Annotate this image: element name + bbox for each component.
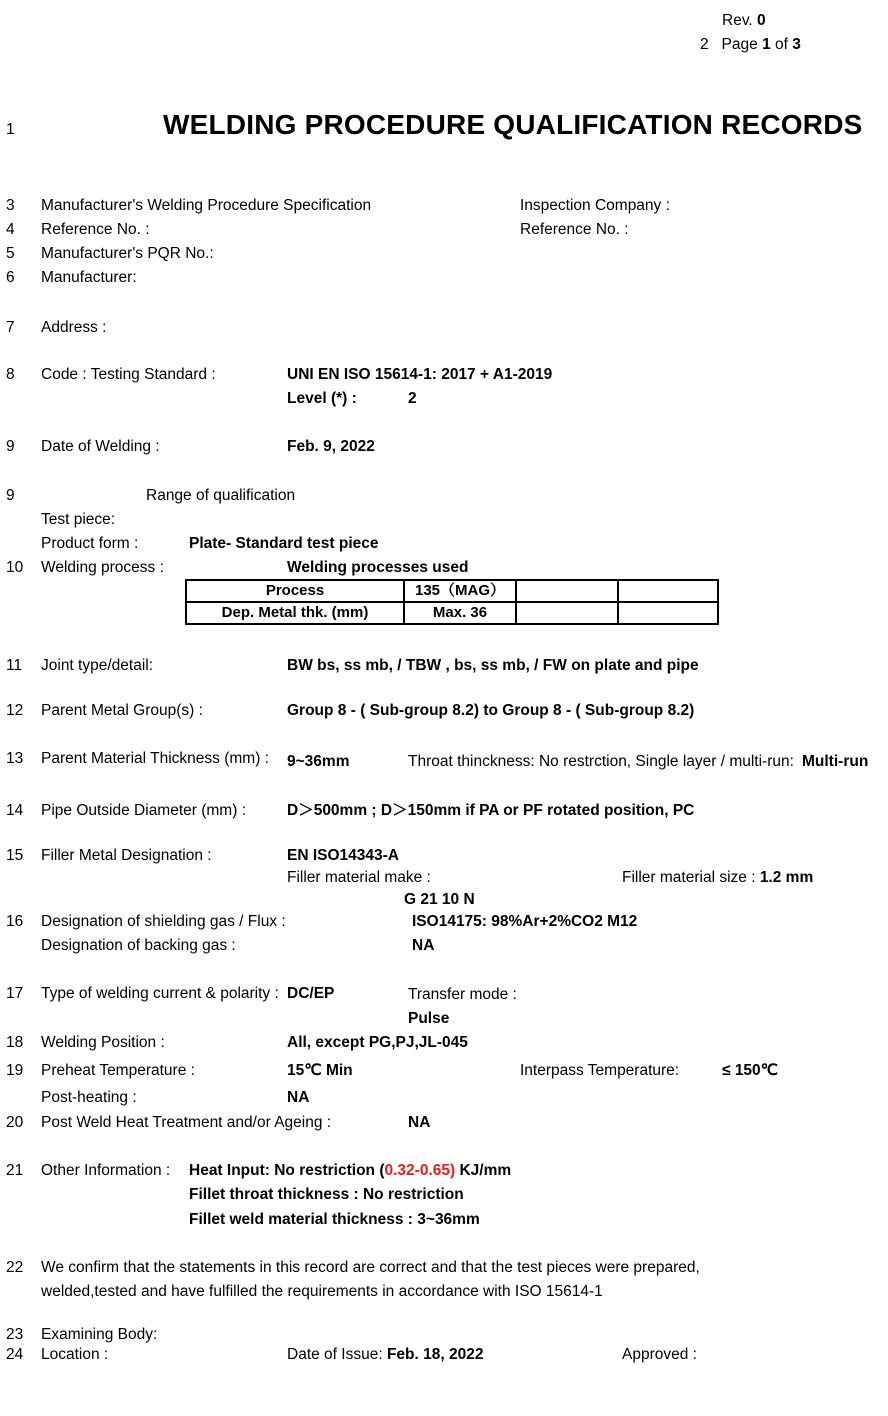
line-number: 13 (6, 750, 24, 767)
heat-input (189, 1162, 511, 1180)
parent-thickness-value: 9~36mm (287, 753, 350, 770)
range-label: Range of qualification (146, 487, 296, 504)
fillet-throat: Fillet throat thickness : No restriction (189, 1186, 464, 1203)
line-number: 19 (6, 1062, 24, 1079)
examining-body-label: Examining Body: (41, 1326, 158, 1343)
filler-label: Filler Metal Designation : (41, 847, 212, 864)
preheat-value: 15℃ Min (287, 1062, 353, 1079)
page-of: of (775, 36, 788, 53)
throat-value: Multi-run (802, 753, 869, 770)
line-number: 9 (6, 438, 15, 455)
process-table (185, 579, 719, 625)
line-number: 7 (6, 319, 15, 336)
reference-no-label: Reference No. : (41, 221, 150, 238)
page-current: 1 (762, 36, 771, 53)
heat-input-paren: ( (379, 1162, 385, 1179)
page-title: WELDING PROCEDURE QUALIFICATION RECORDS (163, 109, 863, 140)
welding-position-value: All, except PG,PJ,JL-045 (287, 1034, 468, 1051)
page-indicator (700, 36, 801, 54)
date-issue-value: Feb. 18, 2022 (386, 1346, 484, 1363)
table-cell: Max. 36 (404, 602, 516, 624)
code-label: Code : Testing Standard : (41, 366, 216, 383)
line-number: 8 (6, 366, 15, 383)
approved-label: Approved : (622, 1346, 697, 1363)
date-issue-label: Date of Issue: (287, 1346, 383, 1363)
table-row (186, 602, 718, 624)
rev-value: 0 (757, 12, 766, 29)
inspection-company-label: Inspection Company : (520, 197, 670, 214)
confirmation-line-2: welded,tested and have fulfilled the requirements in accordance with ISO 15614-1 (41, 1283, 603, 1300)
location-label: Location : (41, 1346, 109, 1363)
postheat-label: Post-heating : (41, 1089, 137, 1106)
level-label: Level (*) : (287, 390, 357, 407)
table-cell (516, 602, 618, 624)
table-cell: Dep. Metal thk. (mm) (186, 602, 404, 624)
heat-input-range: 0.32-0.65) (384, 1162, 456, 1179)
line-number: 6 (6, 269, 15, 286)
joint-value: BW bs, ss mb, / TBW , bs, ss mb, / FW on plate and pipe (287, 657, 699, 674)
backing-gas-value: NA (412, 937, 435, 954)
table-cell (618, 602, 718, 624)
welding-processes-used: Welding processes used (287, 559, 469, 576)
table-cell (516, 580, 618, 602)
interpass-label: Interpass Temperature: (520, 1062, 680, 1079)
filler-size (622, 869, 813, 887)
filler-grade: G 21 10 N (404, 891, 475, 908)
line-number: 10 (6, 559, 24, 576)
backing-gas-label: Designation of backing gas : (41, 937, 236, 954)
table-cell (618, 580, 718, 602)
filler-size-value: 1.2 mm (759, 869, 814, 886)
date-of-issue (287, 1346, 483, 1364)
date-welding-label: Date of Welding : (41, 438, 160, 455)
pipe-od-label: Pipe Outside Diameter (mm) : (41, 802, 246, 819)
parent-group-label: Parent Metal Group(s) : (41, 702, 203, 719)
line-number: 18 (6, 1034, 24, 1051)
transfer-mode-label: Transfer mode : (408, 986, 517, 1003)
filler-size-label: Filler material size : (622, 869, 756, 886)
transfer-mode-value: Pulse (408, 1010, 450, 1027)
preheat-label: Preheat Temperature : (41, 1062, 195, 1079)
confirmation-line-1: We confirm that the statements in this record are correct and that the test pieces were prepared, (41, 1259, 700, 1276)
rev-label: Rev. (722, 12, 753, 29)
heat-input-label: Heat Input: No restriction (189, 1162, 376, 1179)
line-number: 4 (6, 221, 15, 238)
code-value: UNI EN ISO 15614-1: 2017 + A1-2019 (287, 366, 553, 383)
current-value: DC/EP (287, 985, 335, 1002)
revision (722, 12, 766, 30)
address-label: Address : (41, 319, 107, 336)
manufacturer-label: Manufacturer: (41, 269, 137, 286)
throat-label: Throat thinckness: No restrction, Single layer / multi-run: (408, 753, 794, 770)
header-line-number: 2 (700, 36, 709, 53)
pwht-value: NA (408, 1114, 431, 1131)
line-number: 24 (6, 1346, 24, 1363)
parent-group-value: Group 8 - ( Sub-group 8.2) to Group 8 - ( Sub-group 8.2) (287, 702, 695, 719)
filler-value: EN ISO14343-A (287, 847, 399, 864)
line-number: 11 (6, 657, 23, 674)
line-number: 20 (6, 1114, 24, 1131)
product-form-label: Product form : (41, 535, 139, 552)
line-number: 21 (6, 1162, 24, 1179)
fillet-material: Fillet weld material thickness : 3~36mm (189, 1211, 480, 1228)
heat-input-unit: KJ/mm (459, 1162, 512, 1179)
wps-label: Manufacturer's Welding Procedure Specification (41, 197, 372, 214)
line-number: 23 (6, 1326, 24, 1343)
welding-process-label: Welding process : (41, 559, 164, 576)
line-number: 22 (6, 1259, 24, 1276)
line-number: 3 (6, 197, 15, 214)
parent-thickness-label: Parent Material Thickness (mm) : (41, 750, 269, 767)
line-number: 12 (6, 702, 24, 719)
table-cell: Process (186, 580, 404, 602)
shield-gas-value: ISO14175: 98%Ar+2%CO2 M12 (412, 913, 638, 930)
shield-gas-label: Designation of shielding gas / Flux : (41, 913, 286, 930)
joint-label: Joint type/detail: (41, 657, 154, 674)
line-number: 14 (6, 802, 24, 819)
test-piece-label: Test piece: (41, 511, 116, 528)
line-number: 5 (6, 245, 15, 262)
page-total: 3 (792, 36, 801, 53)
line-number: 1 (6, 121, 15, 138)
table-row (186, 580, 718, 602)
date-welding-value: Feb. 9, 2022 (287, 438, 375, 455)
line-number: 16 (6, 913, 24, 930)
current-label: Type of welding current & polarity : (41, 985, 279, 1002)
page-label: Page (721, 36, 758, 53)
interpass-value: ≤ 150℃ (722, 1062, 779, 1079)
pqr-no-label: Manufacturer's PQR No.: (41, 245, 214, 262)
table-cell: 135（MAG） (404, 580, 516, 602)
filler-make-label: Filler material make : (287, 869, 431, 886)
other-info-label: Other Information : (41, 1162, 171, 1179)
inspection-reference-no-label: Reference No. : (520, 221, 629, 238)
level-value: 2 (408, 390, 417, 407)
postheat-value: NA (287, 1089, 310, 1106)
product-form-value: Plate- Standard test piece (189, 535, 379, 552)
welding-position-label: Welding Position : (41, 1034, 165, 1051)
line-number: 9 (6, 487, 15, 504)
line-number: 17 (6, 985, 24, 1002)
pipe-od-value: D＞500mm ; D＞150mm if PA or PF rotated position, PC (287, 802, 695, 819)
line-number: 15 (6, 847, 24, 864)
pwht-label: Post Weld Heat Treatment and/or Ageing : (41, 1114, 332, 1131)
